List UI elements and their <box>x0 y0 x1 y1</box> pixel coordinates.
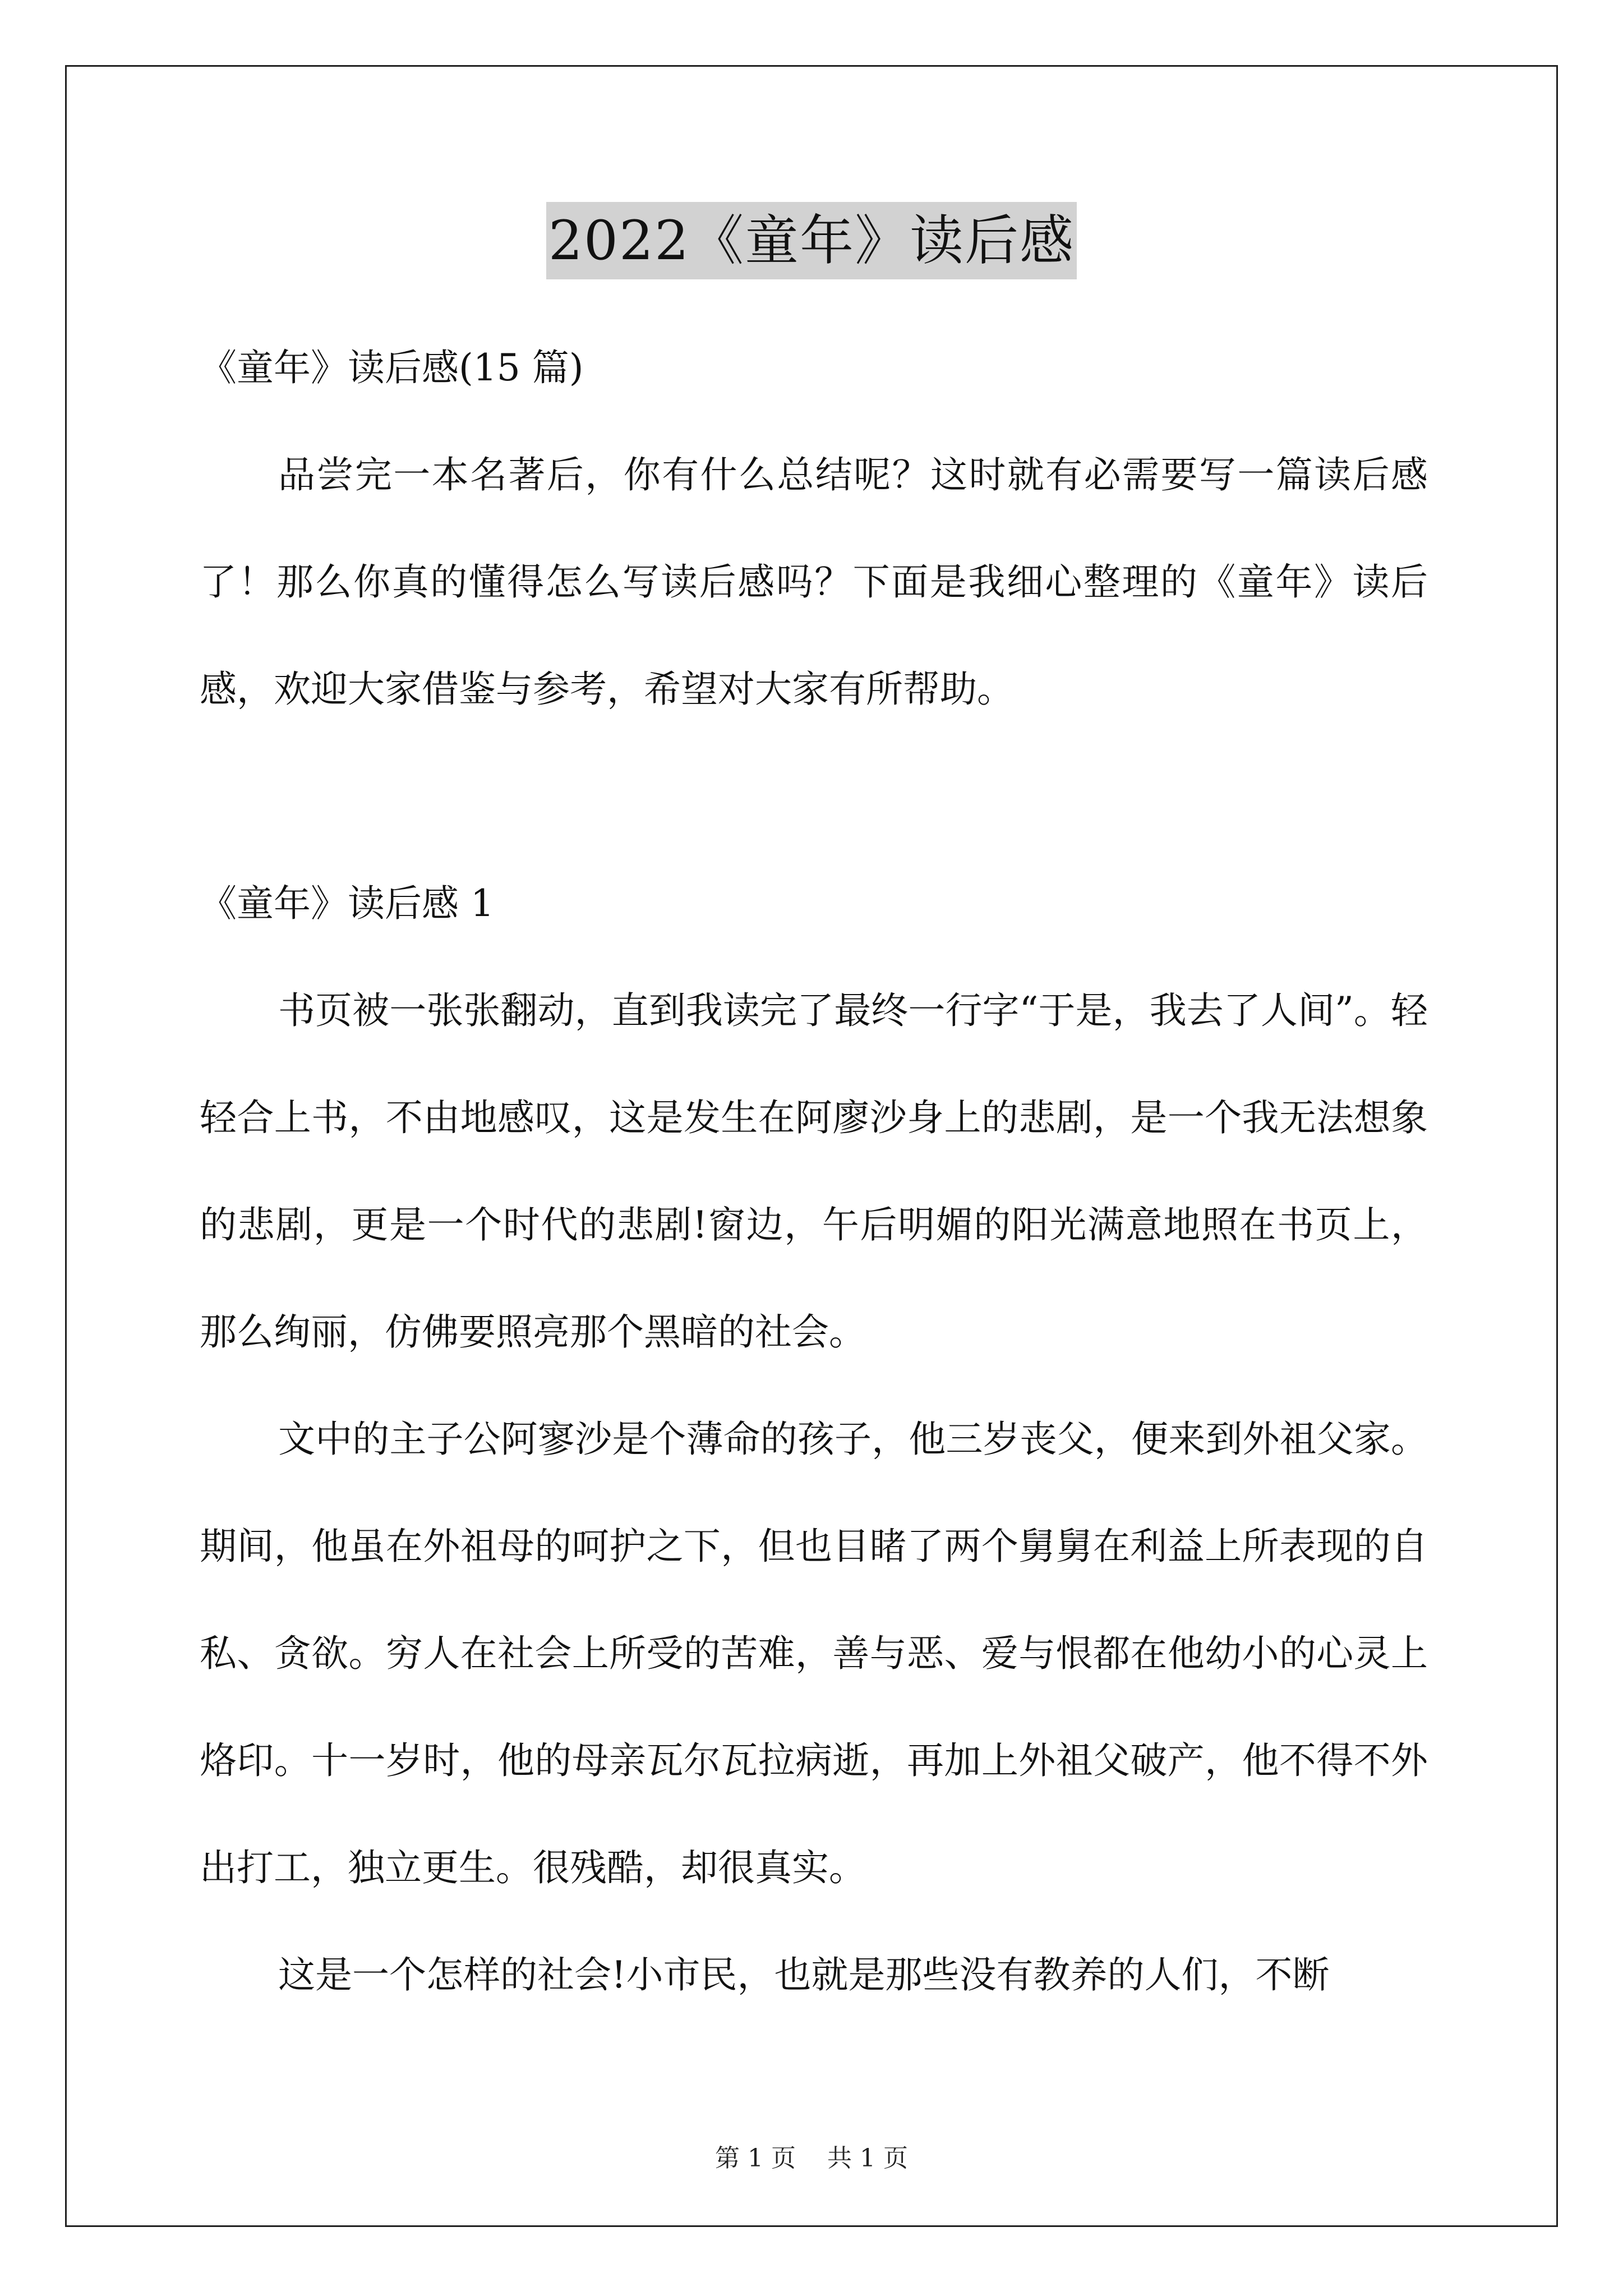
section-gap <box>200 743 1428 850</box>
page-number: 第 1 页 <box>715 2144 796 2173</box>
document-subtitle: 《童年》读后感(15 篇) <box>200 346 584 389</box>
body-paragraph: 这是一个怎样的社会!小市民，也就是那些没有教养的人们，不断 <box>278 1953 1330 1996</box>
body-paragraph: 文中的主子公阿寥沙是个薄命的孩子，他三岁丧父，便来到外祖父家。期间，他虽在外祖母的呵护之下，但也目睹了两个舅舅在利益上所表现的自私、贪欲。穷人在社会上所受的苦难，善与恶、爱与恨都在他幼小的心灵上烙印。十一岁时，他的母亲瓦尔瓦拉病逝，再加上外祖父破产，他不得不外出打工，独立更生。很残酷，却很真实。 <box>200 1418 1428 1889</box>
document-title: 2022《童年》读后感 <box>546 202 1077 279</box>
intro-paragraph: 品尝完一本名著后，你有什么总结呢？这时就有必需要写一篇读后感了！那么你真的懂得怎么写读后感吗？下面是我细心整理的《童年》读后感，欢迎大家借鉴与参考，希望对大家有所帮助。 <box>200 453 1428 711</box>
document-body <box>200 314 1428 2028</box>
title-wrap <box>0 202 1623 279</box>
section-heading: 《童年》读后感 1 <box>200 882 494 925</box>
body-paragraph: 书页被一张张翻动，直到我读完了最终一行字“于是，我去了人间”。轻轻合上书，不由地感叹，这是发生在阿廖沙身上的悲剧，是一个我无法想象的悲剧，更是一个时代的悲剧!窗边，午后明媚的阳光满意地照在书页上，那么绚丽，仿佛要照亮那个黑暗的社会。 <box>200 989 1428 1354</box>
page-total: 共 1 页 <box>827 2144 908 2173</box>
page-footer <box>0 2142 1623 2175</box>
